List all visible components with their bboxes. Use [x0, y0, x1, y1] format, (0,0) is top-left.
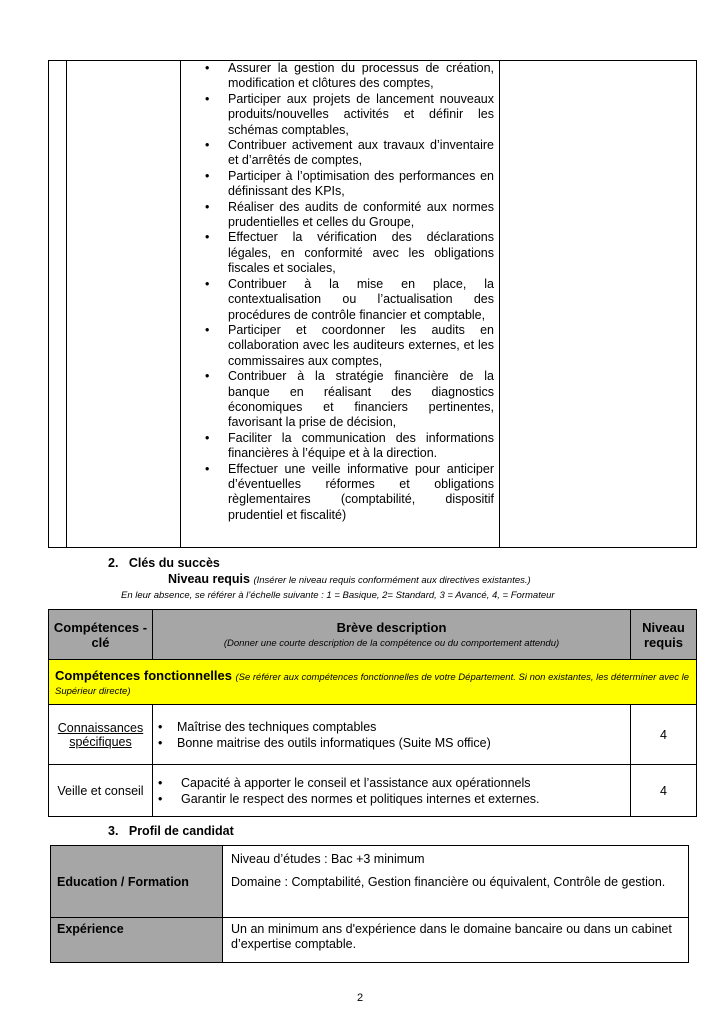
competence-level: 4	[631, 765, 697, 817]
competence-name: Veille et conseil	[49, 765, 153, 817]
education-domain: Domaine : Comptabilité, Gestion financière ou équivalent, Contrôle de gestion.	[231, 875, 666, 889]
band-title: Compétences fonctionnelles	[55, 667, 232, 683]
niveau-note: (Insérer le niveau requis conformément aux directives existantes.)	[253, 575, 531, 586]
competence-item: • Bonne maitrise des outils informatiques (Suite MS office)	[153, 735, 630, 751]
description-title: Brève description	[336, 620, 447, 635]
table-divider	[66, 61, 67, 547]
mission-item: • Réaliser des audits de conformité aux normes prudentielles et celles du Groupe,	[180, 200, 498, 231]
niveau-label: Niveau requis	[168, 572, 250, 586]
section-3-heading	[108, 824, 234, 838]
mission-item: • Participer aux projets de lancement nouveaux produits/nouvelles activités et définir les schémas comptables,	[180, 92, 498, 138]
header-description	[153, 610, 631, 660]
header-niveau: Niveau requis	[631, 610, 697, 660]
competence-description	[153, 705, 631, 765]
mission-item: • Assurer la gestion du processus de création, modification et clôtures des comptes,	[180, 61, 498, 92]
mission-item: • Effectuer la vérification des déclarations légales, en conformité avec les obligations fiscales et sociales,	[180, 230, 498, 276]
competences-table	[48, 609, 697, 817]
mission-item: • Contribuer à la stratégie financière de la banque en réalisant des diagnostics économiques et financiers pertinentes, favorisant la prise de décision,	[180, 369, 498, 431]
band-row	[49, 660, 697, 705]
mission-item: • Contribuer activement aux travaux d’inventaire et d’arrêtés de comptes,	[180, 138, 498, 169]
scale-note: En leur absence, se référer à l’échelle suivante : 1 = Basique, 2= Standard, 3 = Avancé, 4, = Formateur	[121, 590, 555, 601]
band-note: (Se référer aux compétences fonctionnelles de votre Département. Si non existantes, les déterminer avec le Supérieur directe)	[55, 671, 690, 697]
mission-item: • Participer et coordonner les audits en collaboration avec les auditeurs externes, et les commissaires aux comptes,	[180, 323, 498, 369]
missions-table	[48, 60, 697, 548]
competence-items	[153, 775, 630, 807]
mission-item: • Contribuer à la mise en place, la contextualisation ou l’actualisation des procédures de contrôle financier et comptable,	[180, 277, 498, 323]
experience-text: Un an minimum ans d'expérience dans le domaine bancaire ou dans un cabinet d’expertise comptable.	[223, 918, 689, 963]
competence-row	[49, 765, 697, 817]
table-divider	[499, 61, 500, 547]
section-number: 3.	[108, 824, 119, 838]
section-title: Profil de candidat	[128, 824, 234, 838]
education-level: Niveau d’études : Bac +3 minimum	[231, 852, 425, 866]
header-competences: Compétences -clé	[49, 610, 153, 660]
education-details	[223, 846, 689, 918]
niveau-requis-line	[168, 572, 531, 586]
competence-items	[153, 719, 630, 751]
education-row	[51, 846, 689, 918]
competence-item: • Capacité à apporter le conseil et l’assistance aux opérationnels	[153, 775, 630, 791]
experience-row	[51, 918, 689, 963]
competence-name: Connaissances spécifiques	[49, 705, 153, 765]
competence-item: • Maîtrise des techniques comptables	[153, 719, 630, 735]
experience-label: Expérience	[51, 918, 223, 963]
section-title: Clés du succès	[128, 556, 220, 570]
mission-item: • Faciliter la communication des informations financières à l’équipe et à la direction.	[180, 431, 498, 462]
fonctionnelles-band	[49, 660, 697, 705]
missions-list	[180, 61, 498, 523]
description-subtitle: (Donner une courte description de la compétence ou du comportement attendu)	[223, 638, 560, 649]
section-2-heading	[108, 556, 220, 570]
mission-item: • Participer à l’optimisation des performances en définissant des KPIs,	[180, 169, 498, 200]
mission-item: • Effectuer une veille informative pour anticiper d’éventuelles réformes et obligations règlementaires (comptabilité, dispositif prudentiel et fiscalité)	[180, 462, 498, 524]
competence-item: • Garantir le respect des normes et politiques internes et externes.	[153, 791, 630, 807]
competence-row	[49, 705, 697, 765]
competence-level: 4	[631, 705, 697, 765]
competence-description	[153, 765, 631, 817]
header-row	[49, 610, 697, 660]
education-label: Education / Formation	[51, 846, 223, 918]
page-number: 2	[357, 992, 364, 1004]
section-number: 2.	[108, 556, 119, 570]
profile-table	[50, 845, 689, 963]
